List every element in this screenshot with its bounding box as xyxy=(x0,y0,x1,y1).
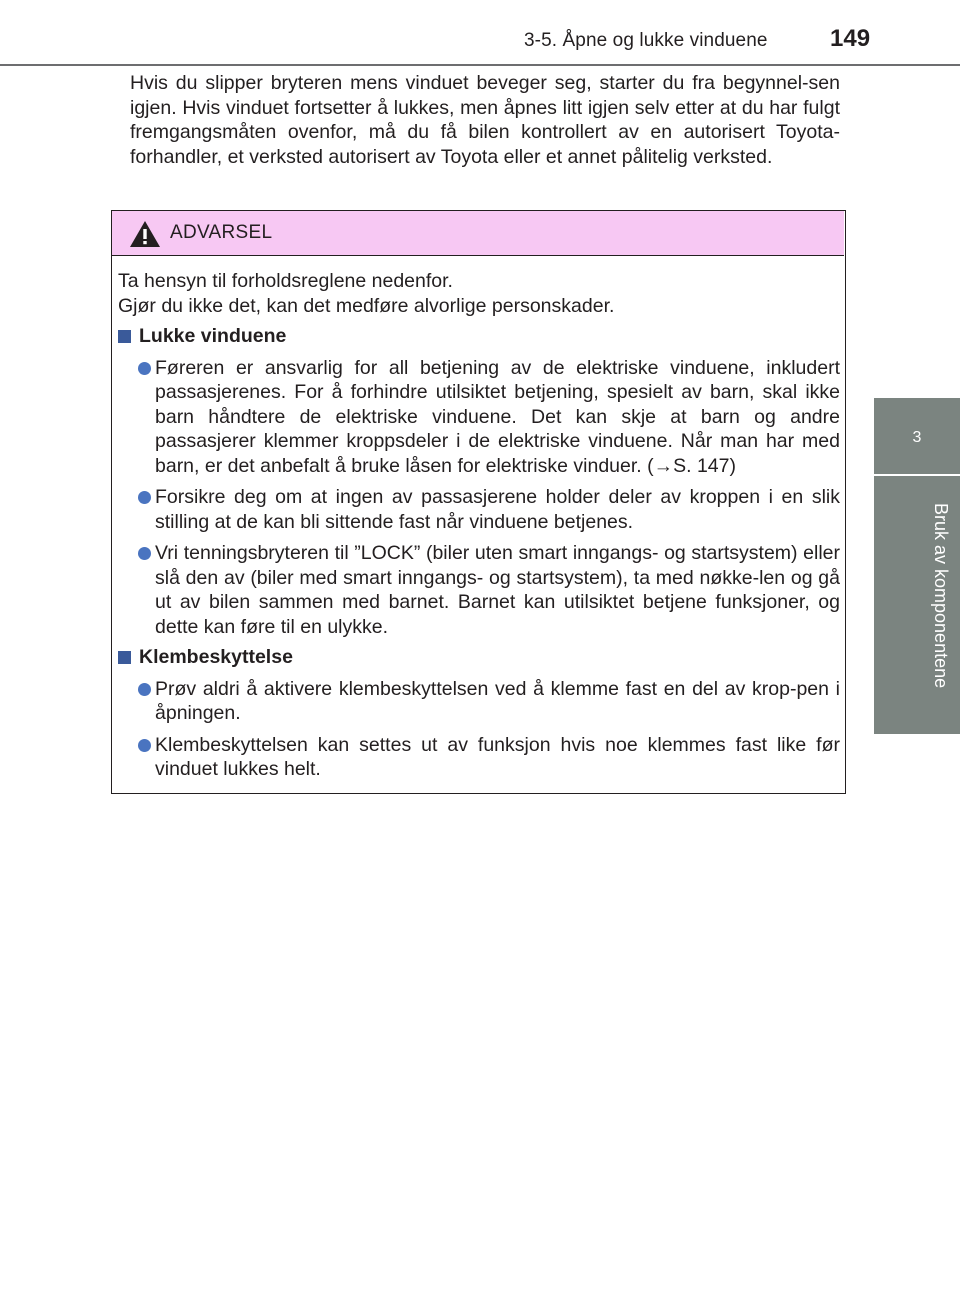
list-item-text: Klembeskyttelsen kan settes ut av funksjon hvis noe klemmes fast like før vinduet lukkes helt. xyxy=(155,733,840,780)
section-heading-closing xyxy=(118,324,840,349)
warning-lead-2: Gjør du ikke det, kan det medføre alvorlige personskader. xyxy=(118,294,615,317)
circle-bullet-icon xyxy=(138,739,151,752)
warning-title: ADVARSEL xyxy=(170,222,273,243)
warning-triangle-icon xyxy=(129,220,161,248)
circle-bullet-icon xyxy=(138,683,151,696)
chapter-tab xyxy=(874,398,960,734)
section-heading-text: Klembeskyttelse xyxy=(139,646,293,668)
circle-bullet-icon xyxy=(138,547,151,560)
list-item-text: Føreren er ansvarlig for all betjening av de elektriske vinduene, inkludert passasjerenes. For å forhindre utilsiktet betjening, spesielt av barn, skal ikke barn håndtere de elektriske vinduene. Det kan skje at barn og andre passasjerer klemmer kroppsdeler i de elektriske vinduene. Når man har med barn, er det anbefalt å bruke låsen for elektriske vinduer. (→S. 147) xyxy=(155,356,840,477)
warning-box xyxy=(111,210,846,794)
side-margin xyxy=(874,66,960,398)
warning-lead-1: Ta hensyn til forholdsreglene nedenfor. xyxy=(118,270,453,292)
section-heading-text: Lukke vinduene xyxy=(139,325,287,347)
list-item xyxy=(118,541,840,639)
circle-bullet-icon xyxy=(138,491,151,504)
intro-paragraph: Hvis du slipper bryteren mens vinduet beveger seg, starter du fra begynnel-sen igjen. Hvis vinduet fortsetter å lukkes, men åpnes litt igjen selv etter at du har fulgt fremgangsmåten ovenfor, må du få bilen kontrollert av en autorisert Toyota-forhandler, et verksted autorisert av Toyota eller et annet pålitelig verksted. xyxy=(130,72,840,168)
list-item xyxy=(118,677,840,726)
square-bullet-icon xyxy=(118,651,131,664)
warning-body xyxy=(118,269,840,782)
warning-header xyxy=(112,211,844,256)
chapter-title: Bruk av komponentene xyxy=(931,503,951,689)
chapter-number: 3 xyxy=(912,429,922,446)
list-item xyxy=(118,356,840,479)
header-divider xyxy=(0,64,960,66)
page-number: 149 xyxy=(830,25,871,52)
chapter-tab-divider xyxy=(874,474,960,476)
section-title: 3-5. Åpne og lukke vinduene xyxy=(524,30,768,51)
list-item xyxy=(118,485,840,534)
section-heading-pinch xyxy=(118,645,840,670)
list-item xyxy=(118,733,840,782)
list-item-text: Prøv aldri å aktivere klembeskyttelsen ved å klemme fast en del av krop-pen i åpningen. xyxy=(155,677,840,724)
square-bullet-icon xyxy=(118,330,131,343)
circle-bullet-icon xyxy=(138,362,151,375)
list-item-text: Forsikre deg om at ingen av passasjerene holder deler av kroppen i en slik stilling at de kan bli sittende fast når vinduene betjenes. xyxy=(155,486,840,533)
list-item-text: Vri tenningsbryteren til ”LOCK” (biler uten smart inngangs- og startsystem) eller slå den av (biler med smart inngangs- og startsystem), ta med nøkke-len og gå ut av bilen sammen med barnet. Barnet kan utilsiktet betjene funksjoner, og dette kan føre til en ulykke. xyxy=(155,542,840,638)
